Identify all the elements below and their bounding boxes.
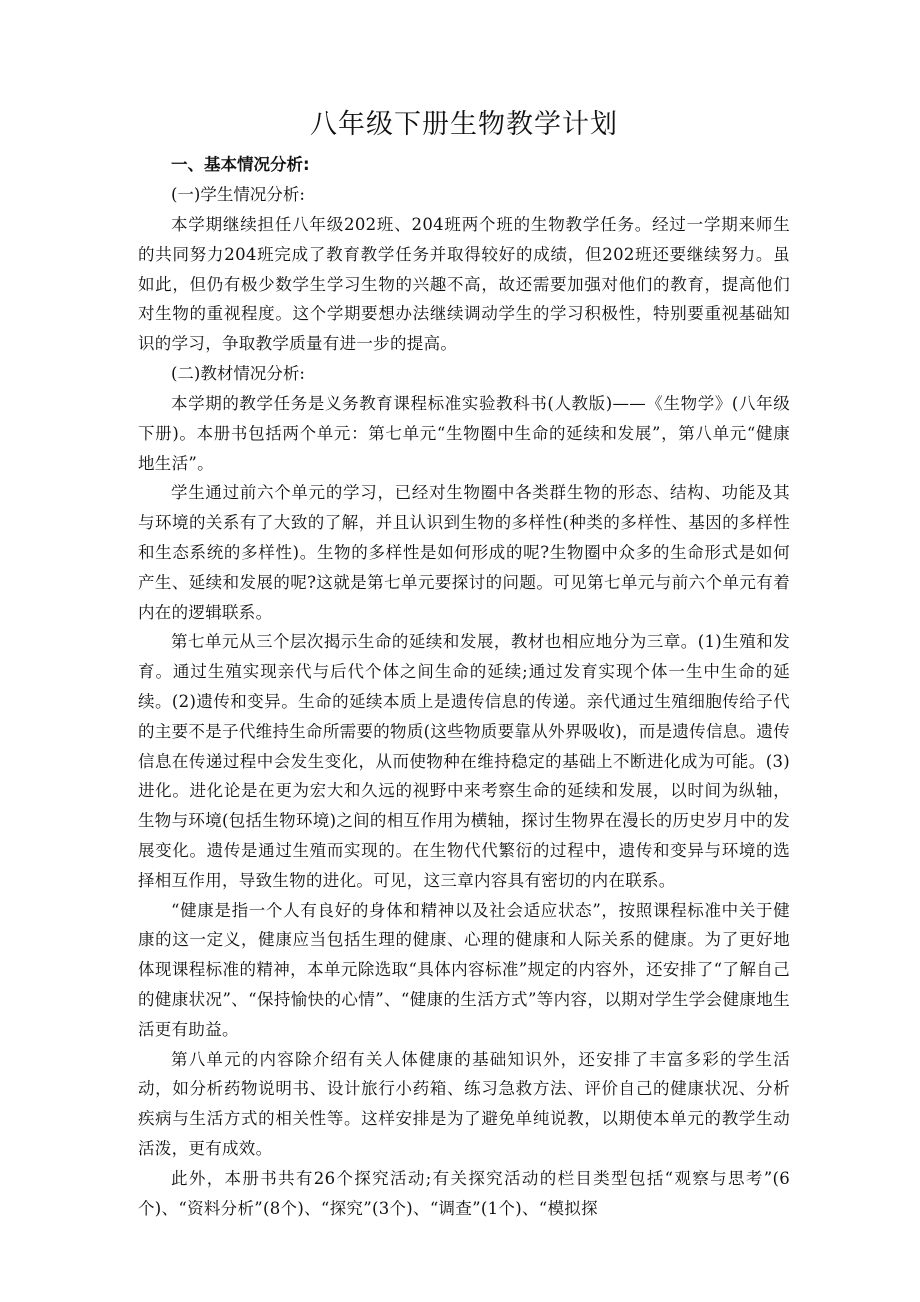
paragraph-student-analysis: 本学期继续担任八年级202班、204班两个班的生物教学任务。经过一学期来师生的共同努力204班完成了教育教学任务并取得较好的成绩，但202班还要继续努力。虽如此，但仍有极少数学生学习生物的兴趣不高，故还需要加强对他们的教育，提高他们对生物的重视程度。这个学期要想办法继续调动学生的学习积极性，特别要重视基础知识的学习，争取教学质量有进一步的提高。 xyxy=(138,215,790,354)
document-title: 八年级下册生物教学计划 xyxy=(310,109,618,140)
paragraph-prior-units: 学生通过前六个单元的学习，已经对生物圈中各类群生物的形态、结构、功能及其与环境的关系有了大致的了解，并且认识到生物的多样性(种类的多样性、基因的多样性和生态系统的多样性)。生物的多样性是如何形成的呢?生物圈中众多的生命形式是如何产生、延续和发展的呢?这就是第七单元要探讨的问题。可见第七单元与前六个单元有着内在的逻辑联系。 xyxy=(138,483,790,622)
paragraph-textbook-overview: 本学期的教学任务是义务教育课程标准实验教科书(人教版)——《生物学》(八年级下册)。本册书包括两个单元：第七单元“生物圈中生命的延续和发展”，第八单元“健康地生活”。 xyxy=(138,393,790,473)
document-page xyxy=(138,100,790,1223)
paragraph-inquiry-activities: 此外，本册书共有26个探究活动;有关探究活动的栏目类型包括“观察与思考”(6个)、“资料分析”(8个)、“探究”(3个)、“调查”(1个)、“模拟探 xyxy=(138,1168,790,1218)
sub-heading-student-situation: (一)学生情况分析: xyxy=(171,185,305,204)
section-heading-basic-situation: 一、基本情况分析: xyxy=(171,155,310,174)
sub-heading-textbook-situation: (二)教材情况分析: xyxy=(171,363,305,383)
paragraph-health-definition: “健康是指一个人有良好的身体和精神以及社会适应状态”，按照课程标准中关于健康的这一定义，健康应当包括生理的健康、心理的健康和人际关系的健康。为了更好地体现课程标准的精神，本单元除选取“具体内容标准”规定的内容外，还安排了“了解自己的健康状况”、“保持愉快的心情”、“健康的生活方式”等内容，以期对学生学会健康地生活更有助益。 xyxy=(138,900,790,1039)
paragraph-unit-seven: 第七单元从三个层次揭示生命的延续和发展，教材也相应地分为三章。(1)生殖和发育。通过生殖实现亲代与后代个体之间生命的延续;通过发育实现个体一生中生命的延续。(2)遗传和变异。生命的延续本质上是遗传信息的传递。亲代通过生殖细胞传给子代的主要不是子代维持生命所需要的物质(这些物质要靠从外界吸收)，而是遗传信息。遗传信息在传递过程中会发生变化，从而使物种在维持稳定的基础上不断进化成为可能。(3)进化。进化论是在更为宏大和久远的视野中来考察生命的延续和发展，以时间为纵轴，生物与环境(包括生物环境)之间的相互作用为横轴，探讨生物界在漫长的历史岁月中的发展变化。遗传是通过生殖而实现的。在生物代代繁衍的过程中，遗传和变异与环境的选择相互作用，导致生物的进化。可见，这三章内容具有密切的内在联系。 xyxy=(138,632,790,890)
paragraph-unit-eight: 第八单元的内容除介绍有关人体健康的基础知识外，还安排了丰富多彩的学生活动，如分析药物说明书、设计旅行小药箱、练习急救方法、评价自己的健康状况、分析疾病与生活方式的相关性等。这样安排是为了避免单纯说教，以期使本单元的教学生动活泼，更有成效。 xyxy=(138,1049,790,1158)
